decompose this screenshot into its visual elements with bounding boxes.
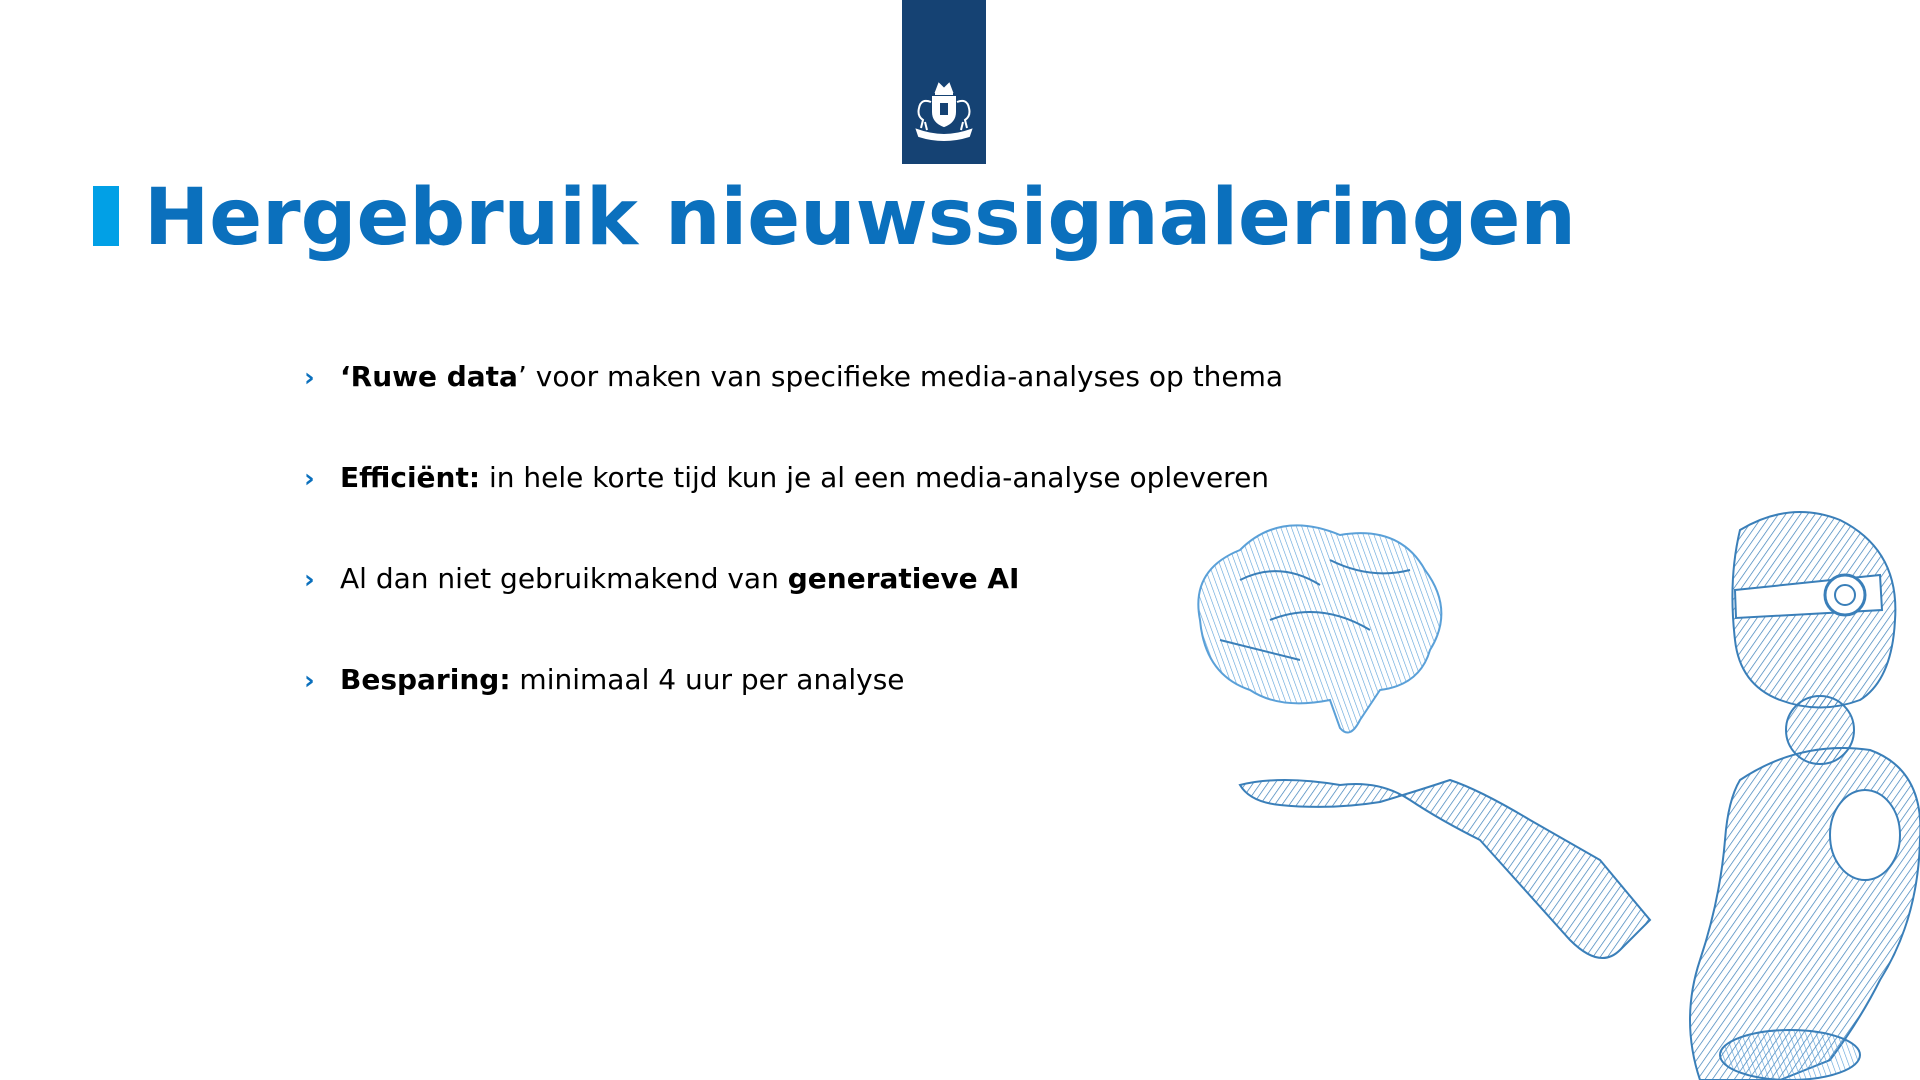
bullet-item	[304, 352, 1283, 453]
robot-arm	[1240, 780, 1650, 958]
chevron-right-icon: ›	[304, 565, 315, 595]
bullet-bold-tail: generatieve AI	[787, 562, 1020, 595]
chevron-right-icon: ›	[304, 464, 315, 494]
title-accent-bar	[93, 186, 119, 246]
slide-title: Hergebruik nieuwssignaleringen	[144, 173, 1576, 263]
robot-holding-brain-illustration	[1180, 500, 1920, 1080]
robot-head	[1732, 512, 1895, 708]
bullet-text: minimaal 4 uur per analyse	[510, 663, 905, 696]
bullet-text: Al dan niet gebruikmakend van	[340, 562, 788, 595]
bullet-list	[304, 352, 1283, 756]
robot-torso	[1690, 748, 1920, 1080]
bullet-item	[304, 453, 1283, 554]
bullet-text: in hele korte tijd kun je al een media-analyse opleveren	[480, 461, 1270, 494]
bullet-bold-lead: ‘Ruwe data	[340, 360, 518, 393]
bullet-text: ’ voor maken van specifieke media-analyses op thema	[517, 360, 1284, 393]
logo-ribbon	[902, 0, 986, 164]
chevron-right-icon: ›	[304, 363, 315, 393]
bullet-bold-lead: Efficiënt:	[340, 461, 481, 494]
bullet-item	[304, 554, 1283, 655]
chevron-right-icon: ›	[304, 666, 315, 696]
coat-of-arms-icon	[909, 78, 979, 144]
brain-icon	[1198, 525, 1441, 732]
bullet-bold-lead: Besparing:	[340, 663, 511, 696]
bullet-item	[304, 655, 1283, 756]
